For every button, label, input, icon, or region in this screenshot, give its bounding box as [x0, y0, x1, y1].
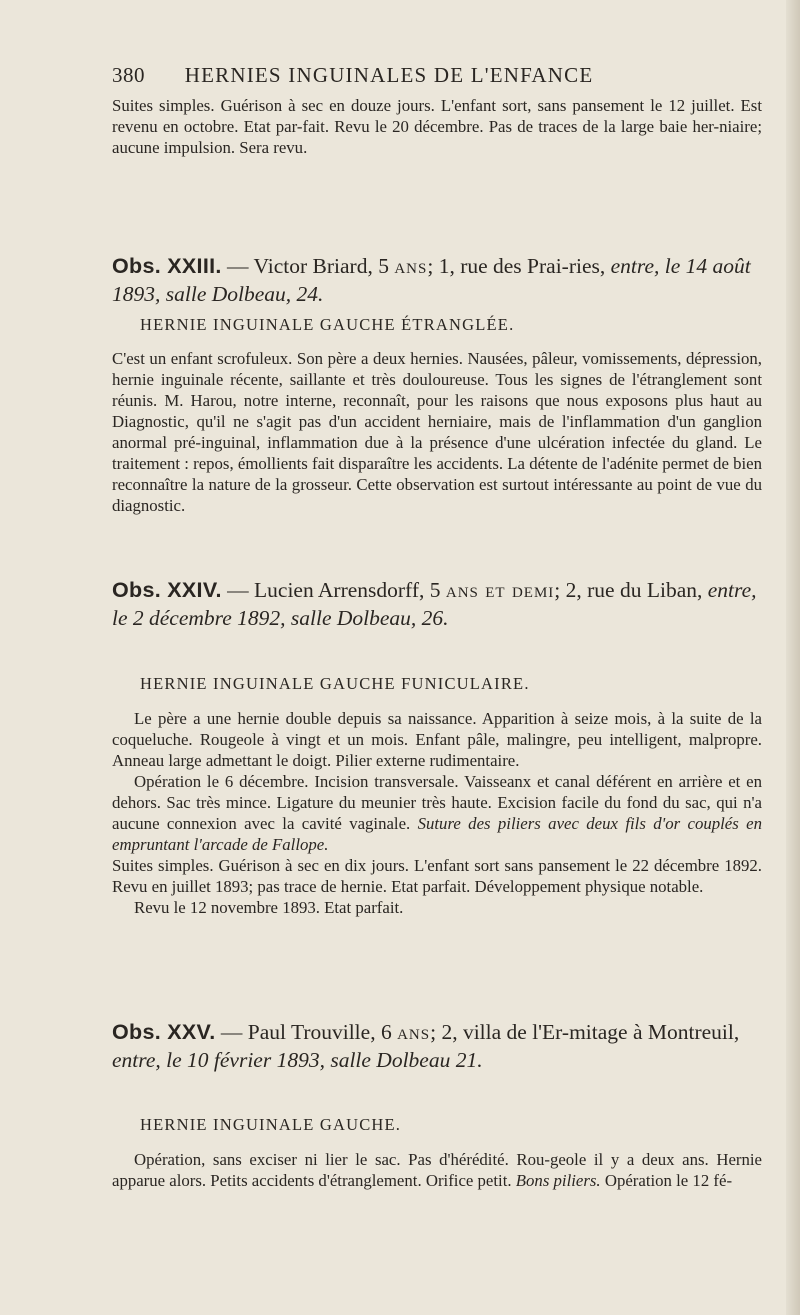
observation-heading: Obs. XXIII. — Victor Briard, 5 ans; 1, rue des Prai-ries, entre, le 14 août 1893, salle Dolbeau, 24.	[112, 254, 751, 306]
observation-heading: Obs. XXV. — Paul Trouville, 6 ans; 2, villa de l'Er-mitage à Montreuil, entre, le 10 février 1893, salle Dolbeau 21.	[112, 1020, 740, 1072]
patient-name: Paul Trouville, 6	[247, 1020, 392, 1044]
entry-date: entre, le 2 décembre 1892, salle Dolbeau, 26.	[112, 578, 757, 630]
running-header	[112, 63, 692, 88]
page-edge-shadow	[786, 0, 800, 1315]
patient-name: Lucien Arrensdorff, 5	[254, 578, 441, 602]
running-title: HERNIES INGUINALES DE L'ENFANCE	[184, 63, 594, 87]
patient-name: Victor Briard, 5	[253, 254, 389, 278]
observation-body: C'est un enfant scrofuleux. Son père a deux hernies. Nausées, pâleur, vomissements, dépression, hernie inguinale récente, saillante et très douloureuse. Tous les signes de l'étranglement sont réunis. M. Harou, notre interne, reconnaît, pour les raisons que nous exposons plus haut au Diagnostic, qu'il ne s'agit pas d'un accident herniaire, mais de l'inflammation d'un ganglion anormal pré-inguinal, inflammation due à la présence d'une ulcération infectée du gland. Le traitement : repos, émollients fait disparaître les accidents. La détente de l'adénite permet de bien reconnaître la nature de la grosseur. Cette observation est surtout intéressante au point de vue du diagnostic.	[112, 349, 762, 515]
observation-heading: Obs. XXIV. — Lucien Arrensdorff, 5 ans et demi; 2, rue du Liban, entre, le 2 décembre 1892, salle Dolbeau, 26.	[112, 578, 757, 630]
intro-paragraph: Suites simples. Guérison à sec en douze jours. L'enfant sort, sans pansement le 12 juillet. Est revenu en octobre. Etat par-fait. Revu le 20 décembre. Pas de traces de la large baie her-niaire; aucune impulsion. Sera revu.	[112, 96, 762, 157]
entry-date: entre, le 14 août 1893, salle Dolbeau, 24.	[112, 254, 751, 306]
entry-date: entre, le 10 février 1893, salle Dolbeau 21.	[112, 1048, 483, 1072]
page-number: 380	[112, 63, 145, 87]
diagnosis-title: HERNIE INGUINALE GAUCHE ÉTRANGLÉE.	[140, 315, 515, 334]
observation-body: Le père a une hernie double depuis sa naissance. Apparition à seize mois, à la suite de la coqueluche. Rougeole à vingt et un mois. Enfant pâle, malingre, peu intelligent, malpropre. Anneau large admettant le doigt. Pilier externe rudimentaire. Opération le 6 décembre. Incision transversale. Vaisseanx et canal déférent en arrière et en dehors. Sac très mince. Ligature du meunier très haute. Excision facile du fond du sac, qui n'a aucune connexion avec la cavité vaginale. Suture des piliers avec deux fils d'or couplés en empruntant l'arcade de Fallope. Suites simples. Guérison à sec en dix jours. L'enfant sort sans pansement le 22 décembre 1892. Revu en juillet 1893; pas trace de hernie. Etat parfait. Développement physique notable. Revu le 12 novembre 1893. Etat parfait.	[112, 709, 762, 917]
diagnosis-title: HERNIE INGUINALE GAUCHE.	[140, 1115, 402, 1134]
diagnosis-title: HERNIE INGUINALE GAUCHE FUNICULAIRE.	[140, 674, 530, 693]
observation-body: Opération, sans exciser ni lier le sac. Pas d'hérédité. Rou-geole il y a deux ans. Hernie apparue alors. Petits accidents d'étranglement. Orifice petit. Bons piliers. Opération le 12 fé-	[112, 1150, 762, 1190]
